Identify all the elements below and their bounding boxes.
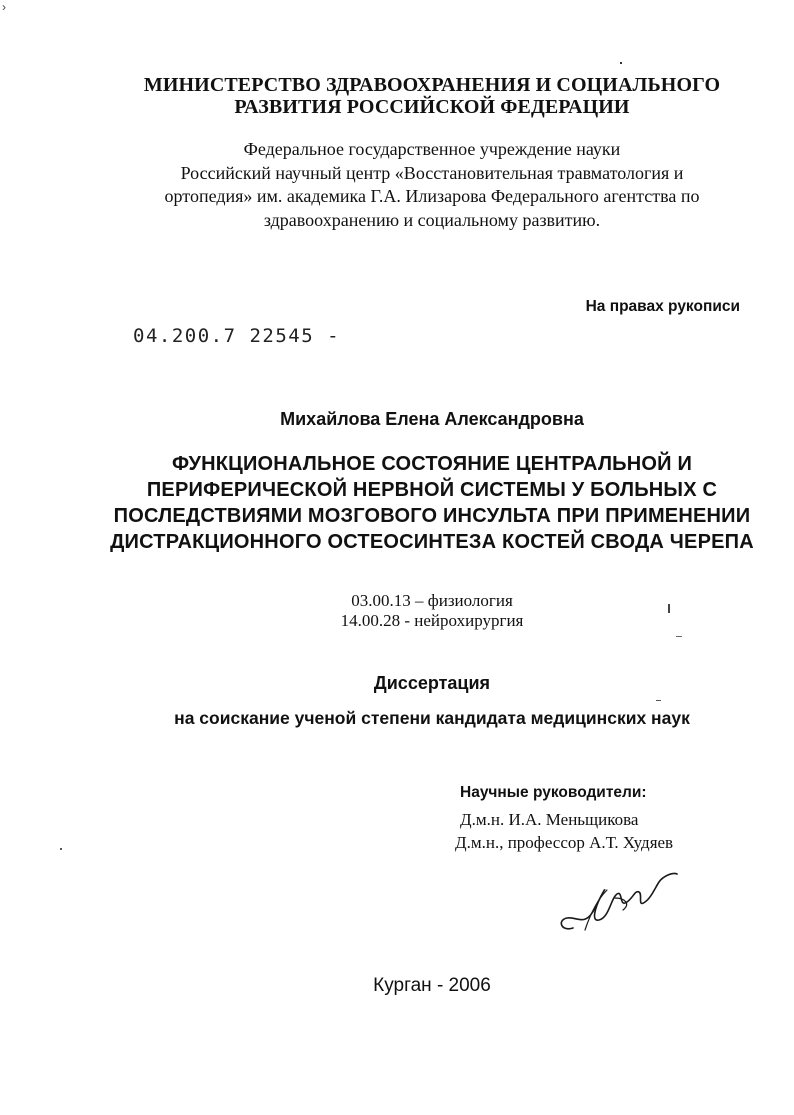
specialty-line-1: 03.00.13 – физиология	[351, 591, 513, 610]
corner-mark: ›	[2, 0, 6, 14]
specialty-line-2: 14.00.28 - нейрохирургия	[340, 611, 524, 630]
scan-speck	[668, 604, 670, 613]
scan-speck	[676, 636, 682, 637]
institution-line-4: здравоохранению и социальному развитию.	[263, 209, 601, 230]
institution-line-3: ортопедия» им. академика Г.А. Илизарова Федерального агентства по	[164, 186, 700, 206]
institution-line-1: Федеральное государственное учреждение науки	[243, 139, 621, 159]
title-line-2: ПЕРИФЕРИЧЕСКОЙ НЕРВНОЙ СИСТЕМЫ У БОЛЬНЫХ С	[146, 479, 718, 501]
degree-line: на соискание ученой степени кандидата медицинских наук	[174, 708, 690, 728]
scan-speck	[620, 62, 622, 64]
title-line-1: ФУНКЦИОНАЛЬНОЕ СОСТОЯНИЕ ЦЕНТРАЛЬНОЙ И	[171, 453, 693, 475]
title-line-4: ДИСТРАКЦИОННОГО ОСТЕОСИНТЕЗА КОСТЕЙ СВОДА ЧЕРЕПА	[110, 531, 754, 553]
dissertation-title	[0, 451, 794, 555]
ministry-header	[0, 74, 794, 118]
scan-speck	[656, 700, 661, 701]
supervisor-2: Д.м.н., профессор А.Т. Худяев	[455, 833, 674, 852]
ministry-line-1: МИНИСТЕРСТВО ЗДРАВООХРАНЕНИЯ И СОЦИАЛЬНОГО	[143, 74, 721, 96]
institution-line-2: Российский научный центр «Восстановительная травматология и	[180, 162, 684, 183]
archive-number: 04.200.7 22545 -	[133, 325, 341, 347]
ministry-line-2: РАЗВИТИЯ РОССИЙСКОЙ ФЕДЕРАЦИИ	[234, 96, 630, 118]
supervisor-1: Д.м.н. И.А. Меньщикова	[460, 810, 639, 829]
specialty-codes	[0, 591, 794, 631]
scan-speck	[60, 848, 62, 850]
author-name: Михайлова Елена Александровна	[280, 409, 584, 429]
handwritten-signature	[555, 868, 685, 943]
title-line-3: ПОСЛЕДСТВИЯМИ МОЗГОВОГО ИНСУЛЬТА ПРИ ПРИМЕНЕНИИ	[113, 505, 751, 527]
institution-block	[0, 138, 794, 232]
document-type: Диссертация	[373, 673, 491, 693]
manuscript-note: На правах рукописи	[585, 298, 740, 315]
place-and-year: Курган - 2006	[373, 975, 491, 996]
supervisors-heading: Научные руководители:	[460, 784, 647, 801]
